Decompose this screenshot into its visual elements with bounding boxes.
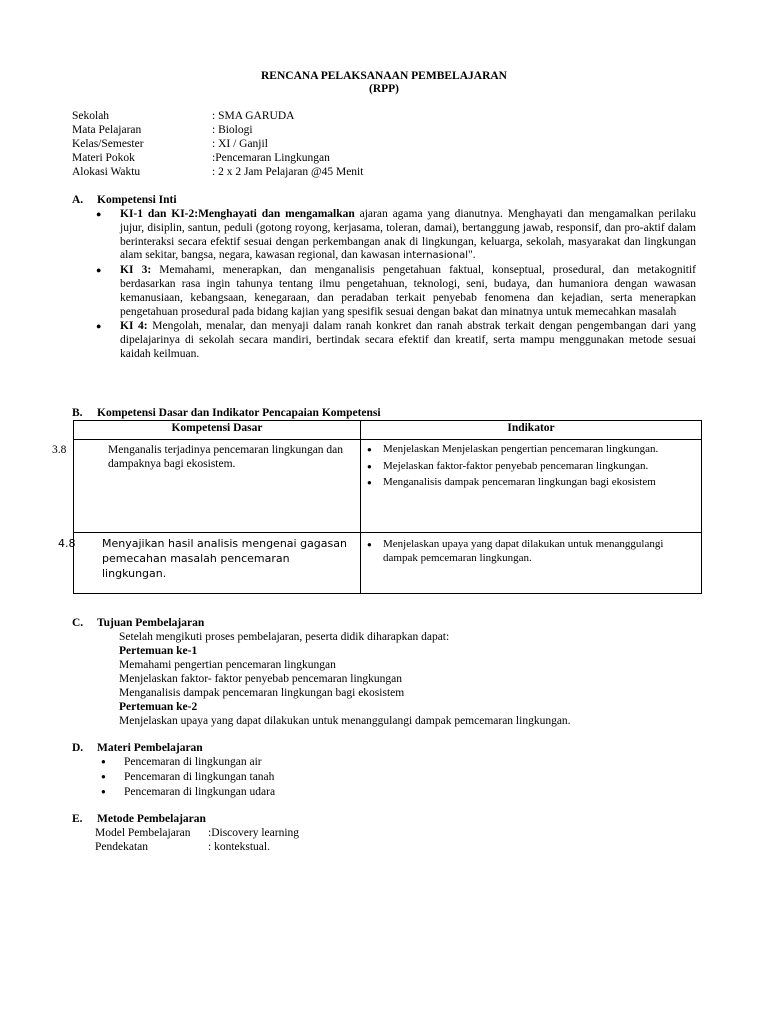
table-row — [74, 440, 702, 533]
bullet-icon: ● — [96, 265, 102, 276]
kd-cell — [52, 440, 361, 533]
kd-table — [52, 420, 702, 594]
bullet-icon: ● — [96, 321, 102, 332]
section-letter: E. — [72, 813, 83, 825]
document-subtitle: (RPP) — [368, 83, 399, 95]
info-label: Materi Pokok — [72, 152, 135, 164]
identity-block — [72, 109, 672, 179]
section-title: Kompetensi Dasar dan Indikator Pencapaian Kompetensi — [97, 407, 381, 419]
section-title: Metode Pembelajaran — [97, 813, 206, 825]
tujuan-item: Menganalisis dampak pencemaran lingkungan bagi ekosistem — [119, 687, 405, 699]
ki-list — [96, 208, 696, 362]
ki-item — [96, 320, 696, 361]
indikator-item: ● Menjelaskan Menjelaskan pengertian pencemaran lingkungan. — [367, 443, 659, 455]
metode-value: :Discovery learning — [208, 827, 300, 839]
bullet-icon: ● — [367, 540, 372, 549]
info-value: : Biologi — [212, 124, 253, 136]
kd-cell — [58, 533, 361, 594]
metode-row — [95, 840, 495, 854]
info-row — [72, 123, 672, 137]
ki-item — [96, 264, 696, 319]
bullet-icon: ● — [101, 772, 106, 781]
column-header-indikator: Indikator — [361, 421, 702, 440]
info-label: Mata Pelajaran — [72, 124, 142, 136]
info-row — [72, 137, 672, 151]
tujuan-item: Memahami pengertian pencemaran lingkungan — [119, 659, 336, 671]
pertemuan-2-title: Pertemuan ke-2 — [119, 701, 198, 713]
info-row — [72, 151, 672, 165]
info-row — [72, 109, 672, 123]
section-letter: A. — [72, 194, 84, 206]
list-item: ● Pencemaran di lingkungan udara — [101, 786, 276, 798]
section-letter: D. — [72, 742, 84, 754]
metode-label: Model Pembelajaran — [95, 827, 191, 839]
ki-text: Mengolah, menalar, dan menyaji dalam ranah konkret dan ranah abstrak terkait dengan pengembangan dari yang dipelajarinya di sekolah secara mandiri, bertindak secara efektif dan kreatif, serta mampu menggunakan metode sesuai kaidah keilmuan. — [120, 320, 696, 360]
section-letter: B. — [72, 407, 83, 419]
section-letter: C. — [72, 617, 84, 629]
bullet-icon: ● — [367, 445, 372, 454]
tujuan-intro: Setelah mengikuti proses pembelajaran, peserta didik diharapkan dapat: — [119, 631, 450, 643]
table-row — [74, 533, 702, 594]
metode-label: Pendekatan — [95, 841, 149, 853]
bullet-icon: ● — [101, 757, 106, 766]
tujuan-block — [119, 630, 571, 728]
bullet-icon: ● — [96, 209, 102, 219]
metode-value: : kontekstual. — [208, 841, 270, 853]
list-item: ● Pencemaran di lingkungan air — [101, 756, 262, 768]
info-label: Kelas/Semester — [72, 138, 144, 150]
section-b-heading — [72, 406, 381, 420]
indikator-item: ● Mejelaskan faktor-faktor penyebab pencemaran lingkungan. — [367, 459, 649, 472]
info-label: Alokasi Waktu — [72, 166, 141, 178]
info-value: : XI / Ganjil — [212, 138, 268, 150]
materi-list — [96, 755, 275, 800]
kd-number: 3.8 — [52, 444, 67, 456]
bullet-icon: ● — [101, 787, 106, 796]
pertemuan-1-title: Pertemuan ke-1 — [119, 645, 198, 657]
section-a-heading — [72, 193, 177, 207]
section-title: Tujuan Pembelajaran — [97, 617, 205, 629]
section-e-heading — [72, 812, 206, 826]
list-item: ● Pencemaran di lingkungan tanah — [101, 771, 275, 783]
document-title: RENCANA PELAKSANAAN PEMBELAJARAN — [261, 70, 507, 82]
metode-row — [95, 826, 495, 840]
indikator-cell — [361, 533, 702, 594]
ki-label: KI 3: — [120, 264, 152, 277]
section-d-heading — [72, 741, 203, 755]
ki-item — [96, 208, 696, 263]
info-row — [72, 165, 672, 179]
section-title: Kompetensi Inti — [97, 194, 177, 206]
tujuan-item: Menjelaskan faktor- faktor penyebab pencemaran lingkungan — [119, 673, 403, 685]
section-c-heading — [72, 616, 204, 630]
indikator-item: ● Menjelaskan upaya yang dapat dilakukan untuk menanggulangi dampak pemcemaran lingkungan. — [367, 538, 664, 564]
tujuan-item: Menjelaskan upaya yang dapat dilakukan untuk menanggulangi dampak pemcemaran lingkungan. — [119, 715, 571, 727]
info-value: :Pencemaran Lingkungan — [212, 152, 330, 164]
metode-block — [95, 826, 495, 854]
section-title: Materi Pembelajaran — [97, 742, 203, 754]
ki-text-small: internasional — [403, 250, 469, 262]
ki-text: ajaran agama yang dianutnya. Menghayati dan mengamalkan perilaku jujur, disiplin, santun, peduli (gotong royong, kerjasama, toleran, damai), bertanggung jawab, responsif, dan pro-aktif dalam berinteraksi secara efektif sesuai dengan perkembangan anak di lingkungan, keluarga, sekolah, masyarakat dan lingkungan alam sekitar, bangsa, negara, kawasan regional, dan kawasan — [120, 208, 696, 262]
bullet-icon: ● — [367, 461, 372, 471]
info-value: : SMA GARUDA — [212, 110, 295, 122]
bullet-icon: ● — [367, 478, 372, 487]
ki-label: KI 4: — [120, 320, 148, 333]
ki-label: KI-1 dan KI-2:Menghayati dan mengamalkan — [120, 208, 355, 220]
indikator-item: ● Menganalisis dampak pencemaran lingkungan bagi ekosistem — [367, 476, 656, 488]
ki-text: Memahami, menerapkan, dan menganalisis pengetahuan faktual, konseptual, prosedural, dan metakognitif berdasarkan rasa ingin tahunya tentang ilmu pengetahuan, teknologi, seni, budaya, dan humaniora dengan wawasan kemanusiaan, kebangsaan, kenegaraan, dan peradaban terkait penyebab fenomena dan kejadian, serta menerapkan pengetahuan prosedural pada bidang kajian yang spesifik sesuai dengan bakat dan minatnya untuk memecahkan masalah — [120, 264, 697, 318]
table-header-row — [74, 421, 702, 440]
ki-text-end: ". — [468, 249, 476, 262]
kd-text: Menganalis terjadinya pencemaran lingkungan dan dampaknya bagi ekosistem. — [108, 444, 344, 470]
kd-number: 4.8 — [58, 537, 76, 550]
info-value: : 2 x 2 Jam Pelajaran @45 Menit — [212, 166, 364, 178]
indikator-cell — [361, 440, 702, 533]
kd-text: Menyajikan hasil analisis mengenai gagasan pemecahan masalah pencemaran lingkungan. — [102, 537, 347, 580]
column-header-kd: Kompetensi Dasar — [74, 421, 361, 440]
info-label: Sekolah — [72, 110, 110, 122]
